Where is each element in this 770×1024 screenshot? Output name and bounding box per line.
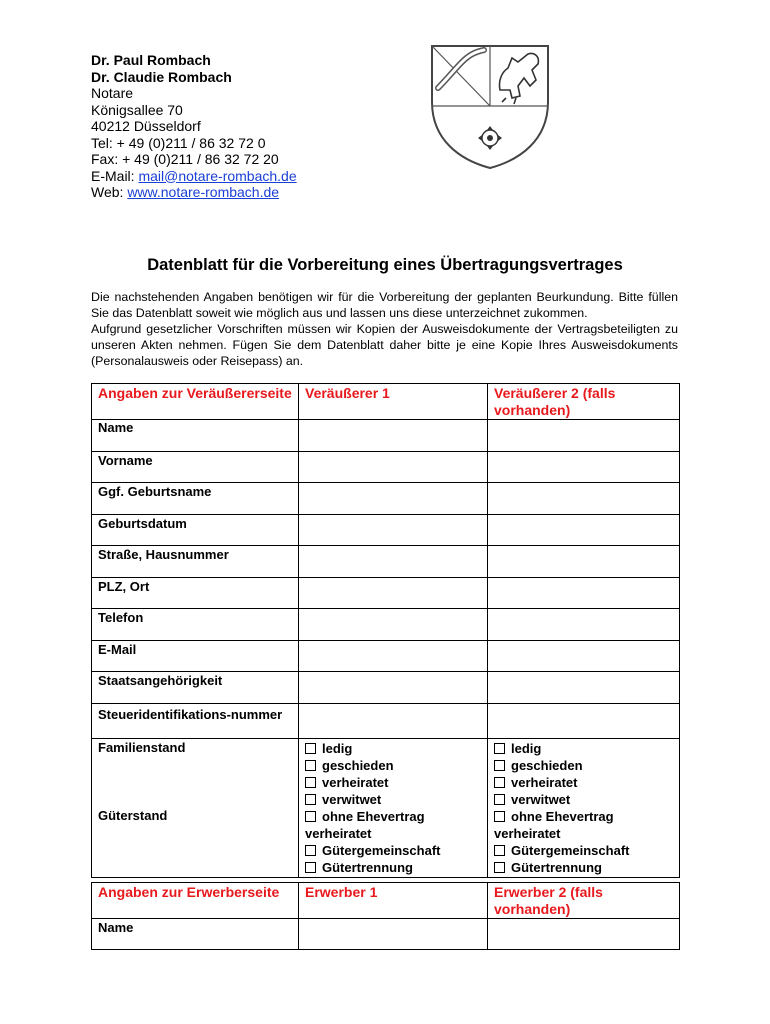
row-label-familienstand: Familienstand [98,739,186,755]
seller-2-heading-label: Veräußerer 2 (falls vorhanden) [494,385,616,418]
checkbox-icon [494,760,505,771]
option-label: ohne Ehevertrag verheiratet [305,808,425,841]
table-row [92,609,680,641]
notary-name-2: Dr. Claudie Rombach [91,68,232,85]
buyer-2-name-field[interactable] [488,919,680,950]
buyer-side-heading-label: Angaben zur Erwerberseite [98,884,280,900]
intro-paragraph-2: Aufgrund gesetzlicher Vorschriften müssen wir Kopien der Ausweisdokumente der Vertragsbeteiligten zu unseren Akten nehmen. Fügen Sie dem Datenblatt daher bitte je eine Kopie Ihres Ausweisdokuments (Personalausweis oder Reisepass) an. [91,322,678,368]
checkbox-icon [494,811,505,822]
row-label-geburtsname: Ggf. Geburtsname [92,483,299,515]
seller-table [91,383,680,878]
seller-1-ledig-checkbox[interactable] [305,740,481,757]
nrw-coat-of-arms-icon [428,40,552,170]
seller-2-telefon-field[interactable] [488,609,680,641]
buyer-2-heading-label: Erwerber 2 (falls vorhanden) [494,884,603,917]
seller-2-strasse-field[interactable] [488,546,680,578]
seller-1-telefon-field[interactable] [299,609,488,641]
seller-1-verwitwet-checkbox[interactable] [305,791,481,808]
table-row [92,451,680,483]
checkbox-icon [494,743,505,754]
seller-2-geschieden-checkbox[interactable] [494,757,673,774]
seller-2-verwitwet-checkbox[interactable] [494,791,673,808]
checkbox-icon [305,845,316,856]
table-row [92,703,680,738]
option-label: verheiratet [322,774,389,790]
seller-2-staatsangehoerigkeit-field[interactable] [488,672,680,704]
web-label: Web: [91,184,128,200]
seller-side-heading [92,384,299,420]
status-label-cell [92,738,299,877]
row-label-name: Name [92,420,299,452]
table-row [92,577,680,609]
seller-2-plz-ort-field[interactable] [488,577,680,609]
notary-role: Notare [91,85,134,101]
seller-2-name-field[interactable] [488,420,680,452]
table-row [92,514,680,546]
seller-2-ledig-checkbox[interactable] [494,740,673,757]
seller-2-status-options [488,738,680,877]
table-row [92,483,680,515]
seller-1-geburtsname-field[interactable] [299,483,488,515]
checkbox-icon [494,845,505,856]
seller-2-email-field[interactable] [488,640,680,672]
option-label: ledig [511,740,542,756]
option-label: Gütergemeinschaft [511,842,630,858]
seller-2-steuer-id-field[interactable] [488,703,680,738]
option-label: geschieden [511,757,583,773]
row-label-strasse: Straße, Hausnummer [92,546,299,578]
table-row [92,546,680,578]
seller-1-geschieden-checkbox[interactable] [305,757,481,774]
seller-1-name-field[interactable] [299,420,488,452]
table-row [92,672,680,704]
row-label-gueterstand: Güterstand [98,807,168,823]
seller-1-verheiratet-checkbox[interactable] [305,774,481,791]
seller-1-plz-ort-field[interactable] [299,577,488,609]
buyer-row-label-name: Name [92,919,299,950]
buyer-1-heading [299,883,488,919]
web-line [91,184,297,201]
seller-2-ohne-ehevertrag-checkbox[interactable] [494,808,673,842]
intro-text [91,289,678,369]
row-label-plz-ort: PLZ, Ort [92,577,299,609]
seller-2-verheiratet-checkbox[interactable] [494,774,673,791]
letterhead [91,52,297,201]
seller-1-heading [299,384,488,420]
checkbox-icon [305,811,316,822]
row-label-vorname: Vorname [92,451,299,483]
row-label-geburtsdatum: Geburtsdatum [92,514,299,546]
row-label-email: E-Mail [92,640,299,672]
seller-1-guetergemeinschaft-checkbox[interactable] [305,842,481,859]
document-title: Datenblatt für die Vorbereitung eines Übertragungsvertrages [147,256,623,274]
seller-1-status-options [299,738,488,877]
intro-paragraph-1: Die nachstehenden Angaben benötigen wir für die Vorbereitung der geplanten Beurkundung. Bitte füllen Sie das Datenblatt soweit wie möglich aus und lassen uns diese unterzeichnet zukommen. [91,290,678,320]
street: Königsallee 70 [91,101,183,118]
seller-1-strasse-field[interactable] [299,546,488,578]
city: 40212 Düsseldorf [91,118,201,134]
checkbox-icon [494,794,505,805]
seller-1-steuer-id-field[interactable] [299,703,488,738]
option-label: Gütertrennung [511,859,602,875]
option-label: ohne Ehevertrag verheiratet [494,808,614,841]
option-label: verwitwet [511,791,571,807]
row-label-staatsangehoerigkeit: Staatsangehörigkeit [92,672,299,704]
option-label: ledig [322,740,353,756]
email-line [91,168,297,185]
buyer-1-heading-label: Erwerber 1 [305,884,378,900]
option-label: geschieden [322,757,394,773]
seller-2-guetertrennung-checkbox[interactable] [494,859,673,876]
seller-2-heading [488,384,680,420]
checkbox-icon [494,862,505,873]
buyer-table-header [92,883,680,919]
buyer-1-name-field[interactable] [299,919,488,950]
seller-2-geburtsdatum-field[interactable] [488,514,680,546]
seller-1-guetertrennung-checkbox[interactable] [305,859,481,876]
seller-1-vorname-field[interactable] [299,451,488,483]
seller-1-ohne-ehevertrag-checkbox[interactable] [305,808,481,842]
row-label-steuer-id: Steueridentifikations-nummer [92,703,299,738]
checkbox-icon [305,862,316,873]
seller-2-vorname-field[interactable] [488,451,680,483]
email-link[interactable]: mail@notare-rombach.de [138,167,297,184]
checkbox-icon [494,777,505,788]
email-label: E-Mail: [91,167,139,184]
seller-table-header [92,384,680,420]
seller-1-email-field[interactable] [299,640,488,672]
option-label: verwitwet [322,791,382,807]
table-row [92,640,680,672]
seller-side-heading-label: Angaben zur Veräußererseite [98,385,292,401]
table-row [92,738,680,877]
buyer-2-heading [488,883,680,919]
checkbox-icon [305,743,316,754]
phone: Tel: + 49 (0)211 / 86 32 72 0 [91,134,266,151]
checkbox-icon [305,760,316,771]
option-label: Gütertrennung [322,859,413,875]
table-row [92,420,680,452]
seller-2-guetergemeinschaft-checkbox[interactable] [494,842,673,859]
table-row [92,919,680,950]
option-label: Gütergemeinschaft [322,842,441,858]
notary-name-1: Dr. Paul Rombach [91,52,211,68]
option-label: verheiratet [511,774,578,790]
buyer-side-heading [92,883,299,919]
row-label-telefon: Telefon [92,609,299,641]
buyer-table [91,882,680,950]
seller-1-staatsangehoerigkeit-field[interactable] [299,672,488,704]
checkbox-icon [305,777,316,788]
web-link[interactable]: www.notare-rombach.de [127,184,280,200]
seller-2-geburtsname-field[interactable] [488,483,680,515]
seller-1-heading-label: Veräußerer 1 [305,385,390,401]
fax: Fax: + 49 (0)211 / 86 32 72 20 [91,151,279,167]
seller-1-geburtsdatum-field[interactable] [299,514,488,546]
checkbox-icon [305,794,316,805]
